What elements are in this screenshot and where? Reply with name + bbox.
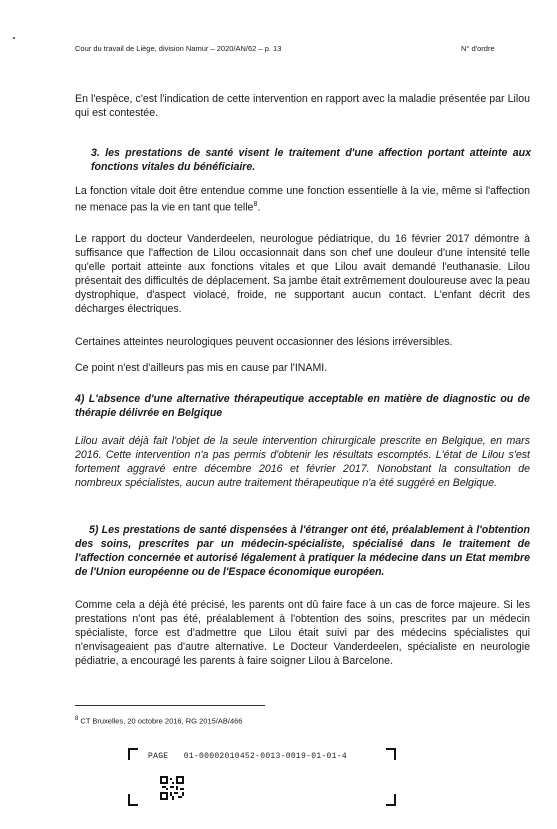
paragraph-inami: Ce point n'est d'ailleurs pas mis en cause par l'INAMI. xyxy=(75,362,328,374)
stamp-corner-top-right xyxy=(386,748,396,760)
paragraph-vital-function xyxy=(75,184,530,215)
section-heading-3: 3. les prestations de santé visent le traitement d'une affection portant atteinte aux fonctions vitales du bénéficiaire. xyxy=(91,147,531,173)
paragraph-neurological: Certaines atteintes neurologiques peuvent occasionner des lésions irréversibles. xyxy=(75,336,453,348)
paragraph-vital-function-text: La fonction vitale doit être entendue comme une fonction essentielle à la vie, même si l'affection ne menace pas la vie en tant que telle xyxy=(75,185,530,214)
paragraph-surgery-history: Lilou avait déjà fait l'objet de la seule intervention chirurgicale prescrite en Belgique, en mars 2016. Cette intervention n'a pas permis d'obtenir les résultats escomptés. L'état de Lilou s'est fortement aggravé entre décembre 2016 et février 2017. Nonobstant la consultation de nombreux spécialistes, aucun autre traitement thérapeutique n'a été suggéré en Belgique. xyxy=(75,435,530,489)
header-court-reference: Cour du travail de Liège, division Namur – 2020/AN/62 – p. 13 xyxy=(75,44,282,53)
paragraph-force-majeure: Comme cela a déjà été précisé, les parents ont dû faire face à un cas de force majeure. Si les prestations n'ont pas été, préalablement à l'obtention des soins, prescrites par un médecin spécialiste, force est d'admettre que Lilou était suivi par des médecins spécialistes qui n'envisageaient pas d'autre alternative. Le Docteur Vanderdeelen, spécialiste en neurologie pédiatrie, a encouragé les parents à faire soigner Lilou à Barcelone. xyxy=(75,599,530,667)
section-heading-5: 5) Les prestations de santé dispensées à l'étranger ont été, préalablement à l'obtention des soins, prescrites par un médecin-spécialiste, spécialisé dans le traitement de l'affection concernée et autorisé légalement à pratiquer la médecine dans un Etat membre de l'Union européenne ou de l'Espace économique européen. xyxy=(75,524,530,578)
footnote-text: CT Bruxelles, 20 octobre 2016, RG 2015/AB/466 xyxy=(78,716,243,726)
header-order-number: N° d'ordre xyxy=(461,44,495,53)
section-heading-4: 4) L'absence d'une alternative thérapeutique acceptable en matière de diagnostic ou de thérapie délivrée en Belgique xyxy=(75,393,530,419)
footnote xyxy=(75,716,242,726)
footnote-reference: 8 xyxy=(253,201,258,208)
stamp-corner-top-left xyxy=(128,748,138,760)
qr-code-icon xyxy=(160,776,184,800)
stamp-corner-bottom-left xyxy=(128,794,138,806)
paragraph-vital-function-end: . xyxy=(257,201,261,214)
page-code-line xyxy=(148,752,347,761)
page-code: 01-00002010452-0013-0019-01-01-4 xyxy=(183,752,347,761)
page-stamp xyxy=(128,748,396,806)
page-label: PAGE xyxy=(148,752,169,761)
stamp-corner-bottom-right xyxy=(386,794,396,806)
footnote-separator xyxy=(75,705,265,706)
paragraph-doctor-report: Le rapport du docteur Vanderdeelen, neurologue pédiatrique, du 16 février 2017 démontre à suffisance que l'affection de Lilou occasionnait dans son chef une douleur d'une intensité telle qu'elle portait atteinte aux fonctions vitales et que Lilou avait demandé l'euthanasie. Lilou présentait des difficultés de déplacement. Sa jambe était extrêmement douloureuse avec la peau dystrophique, d'aspect violacé, froide, ne supportant aucun contact. L'enfant décrit des décharges électriques. xyxy=(75,233,530,315)
scan-mark xyxy=(13,37,15,39)
footnote-number: 8 xyxy=(75,716,79,722)
paragraph-indication: En l'espèce, c'est l'indication de cette intervention en rapport avec la maladie présentée par Lilou qui est contestée. xyxy=(75,93,530,119)
